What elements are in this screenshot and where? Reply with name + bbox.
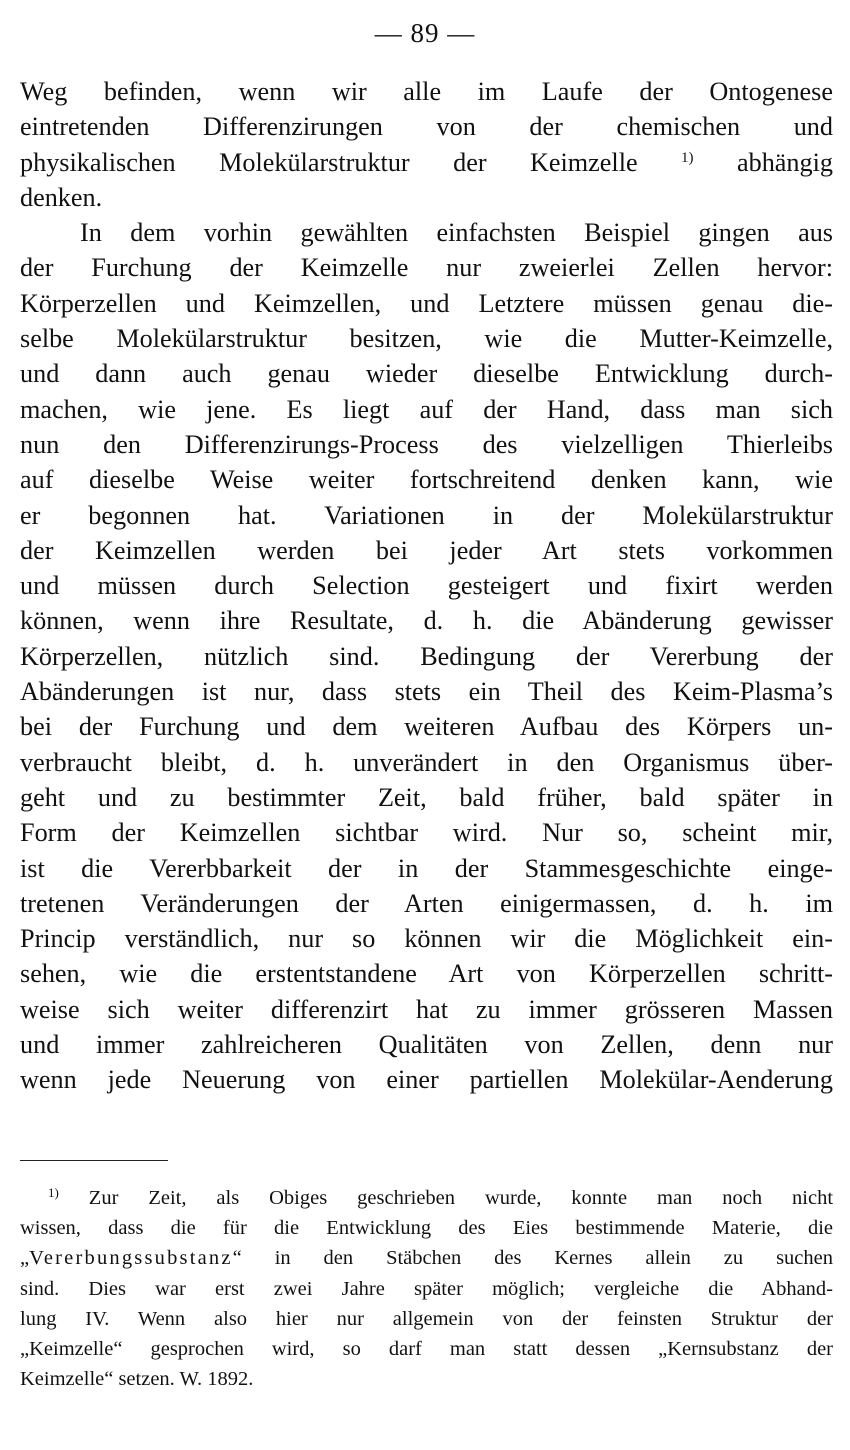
text-line-28: und immer zahlreicheren Qualitäten von Zellen, denn nur (20, 1030, 833, 1060)
text-line-13: er begonnen hat. Variationen in der Molekülarstruktur (20, 500, 833, 530)
text-line-17: Körperzellen, nützlich sind. Bedingung der Vererbung der (20, 641, 833, 671)
text-line-3 (20, 145, 833, 180)
text-line-20: verbraucht bleibt, d. h. unverändert in den Organismus über- (20, 747, 833, 777)
body-text (20, 74, 833, 1098)
text-line-14: der Keimzellen werden bei jeder Art stets vorkommen (20, 535, 833, 565)
text-line-19: bei der Furchung und dem weiteren Aufbau des Körpers un- (20, 712, 833, 742)
text-line-10: machen, wie jene. Es liegt auf der Hand, dass man sich (20, 394, 833, 424)
text-line-16: können, wenn ihre Resultate, d. h. die Abänderung gewisser (20, 606, 833, 636)
footnote-line-5: lung IV. Wenn also hier nur allgemein von der feinsten Struktur der (20, 1307, 833, 1330)
text-line-21: geht und zu bestimmter Zeit, bald früher, bald später in (20, 782, 833, 812)
page-number: — 89 — (374, 18, 476, 48)
text-line-23: ist die Vererbbarkeit der in der Stammesgeschichte einge- (20, 853, 833, 883)
text-line-9: und dann auch genau wieder dieselbe Entwicklung durch- (20, 359, 833, 389)
footnote-line-7: Keimzelle“ setzen. W. 1892. (20, 1368, 254, 1391)
text-line-8: selbe Molekülarstruktur besitzen, wie die Mutter-Keimzelle, (20, 324, 833, 354)
text-line-1: Weg befinden, wenn wir alle im Laufe der Ontogenese (20, 77, 833, 106)
footnote-line-6: „Keimzelle“ gesprochen wird, so darf man statt dessen „Kernsubstanz der (20, 1337, 833, 1360)
text-line-27: weise sich weiter differenzirt hat zu immer grösseren Massen (20, 994, 833, 1024)
text-line-18: Abänderungen ist nur, dass stets ein Theil des Keim-Plasma’s (20, 677, 833, 707)
text-line-6: der Furchung der Keimzelle nur zweierlei Zellen hervor: (20, 253, 833, 283)
text-line-3-end: abhängig (737, 147, 833, 177)
text-line-12: auf dieselbe Weise weiter fortschreitend denken kann, wie (20, 465, 833, 495)
text-line-5: In dem vorhin gewählten einfachsten Beispiel gingen aus (80, 218, 833, 248)
footnote-line-1 (20, 1183, 833, 1213)
text-line-2: eintretenden Differenzirungen von der chemischen und (20, 112, 833, 142)
text-line-4: denken. (20, 182, 103, 212)
footnote (20, 1183, 833, 1394)
text-line-7: Körperzellen und Keimzellen, und Letztere müssen genau die- (20, 288, 833, 318)
text-line-29: wenn jede Neuerung von einer partiellen Molekülar-Aenderung (20, 1065, 833, 1095)
footnote-line-2: wissen, dass die für die Entwicklung des Eies bestimmende Materie, die (20, 1217, 833, 1240)
text-line-22: Form der Keimzellen sichtbar wird. Nur so, scheint mir, (20, 818, 833, 848)
text-line-15: und müssen durch Selection gesteigert und fixirt werden (20, 571, 833, 601)
footnote-line-4: sind. Dies war erst zwei Jahre später möglich; vergleiche die Abhand- (20, 1277, 833, 1300)
footnote-line-3-rest: “ in den Stäbchen des Kernes allein zu suchen (232, 1247, 833, 1270)
footnote-marker: 1) (48, 1185, 59, 1200)
footnote-line-3 (20, 1243, 833, 1273)
text-line-25: Princip verständlich, nur so können wir die Möglichkeit ein- (20, 924, 833, 954)
footnote-reference[interactable]: 1) (681, 149, 694, 166)
text-line-3-start: physikalischen Molekülarstruktur der Keimzelle (20, 147, 638, 177)
footnote-open-quote: „ (20, 1247, 30, 1270)
footnote-line-1-text: Zur Zeit, als Obiges geschrieben wurde, konnte man noch nicht (88, 1187, 834, 1209)
text-line-11: nun den Differenzirungs-Process des vielzelligen Thierleibs (20, 429, 833, 459)
text-line-26: sehen, wie die erstentstandene Art von Körperzellen schritt- (20, 959, 833, 989)
footnote-divider (20, 1160, 168, 1161)
text-line-24: tretenen Veränderungen der Arten einigermassen, d. h. im (20, 888, 833, 918)
footnote-emphasis: Vererbungssubstanz (29, 1247, 233, 1270)
